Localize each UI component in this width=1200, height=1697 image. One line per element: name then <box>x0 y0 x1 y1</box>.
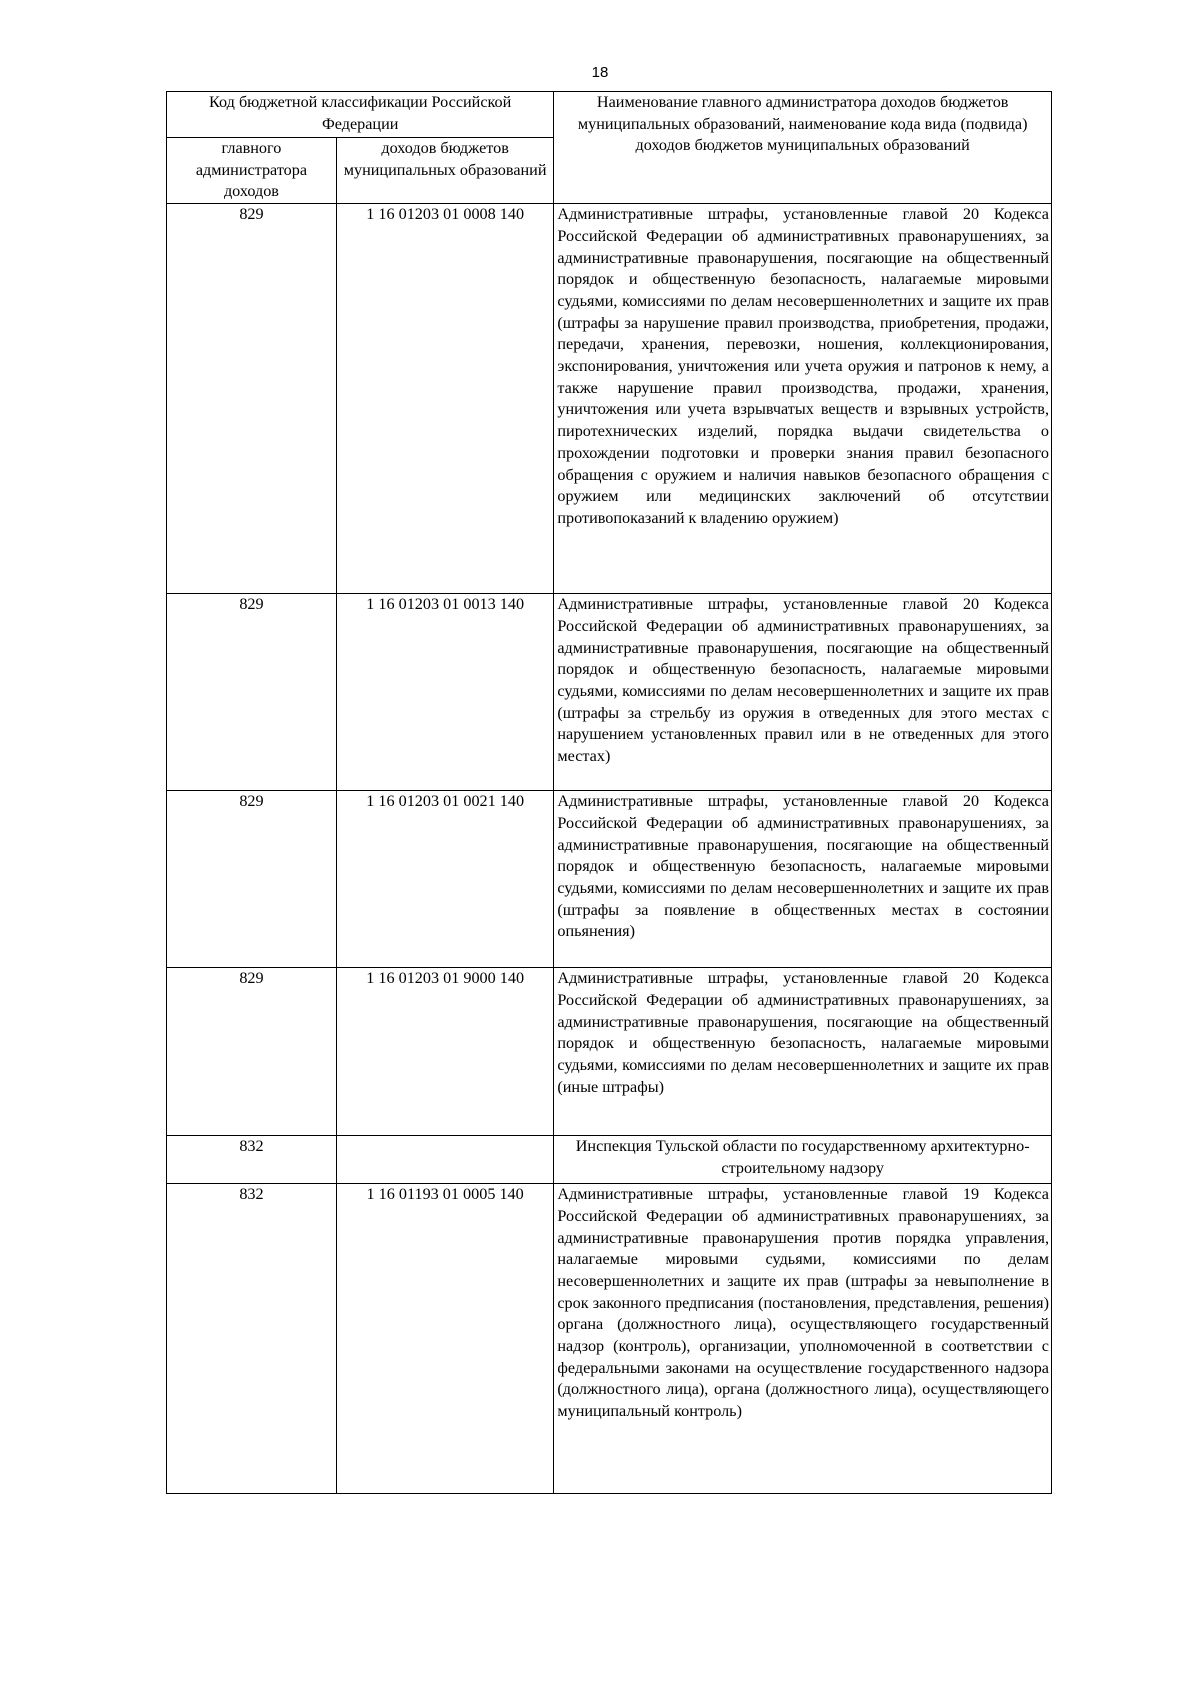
name-header: Наименование главного администратора доходов бюджетов муниципальных образований, наименование кода вида (подвида) доходов бюджетов муниципальных образований <box>554 92 1052 204</box>
income-code-cell <box>336 1136 553 1184</box>
table-row <box>167 1184 1052 1494</box>
description-cell: Административные штрафы, установленные главой 20 Кодекса Российской Федерации об административных правонарушениях, за административные правонарушения, посягающие на общественный порядок и общественную безопасность, налагаемые мировыми судьями, комиссиями по делам несовершеннолетних и защите их прав (штрафы за стрельбу из оружия в отведенных для этого местах с нарушением установленных правил или в не отведенных для этого местах) <box>554 594 1052 791</box>
table-row <box>167 204 1052 594</box>
table-row <box>167 968 1052 1136</box>
income-code-cell: 1 16 01203 01 0013 140 <box>336 594 553 791</box>
income-code-cell: 1 16 01193 01 0005 140 <box>336 1184 553 1494</box>
table-row <box>167 594 1052 791</box>
description-cell: Административные штрафы, установленные главой 19 Кодекса Российской Федерации об административных правонарушениях, за административные правонарушения против порядка управления, налагаемые мировыми судьями, комиссиями по делам несовершеннолетних и защите их прав (штрафы за невыполнение в срок законного предписания (постановления, представления, решения) органа (должностного лица), осуществляющего государственный надзор (контроль), организации, уполномоченной в соответствии с федеральными законами на осуществление государственного надзора (должностного лица), органа (должностного лица), осуществляющего муниципальный контроль) <box>554 1184 1052 1494</box>
admin-code-cell: 832 <box>167 1136 337 1184</box>
description-cell: Административные штрафы, установленные главой 20 Кодекса Российской Федерации об административных правонарушениях, за административные правонарушения, посягающие на общественный порядок и общественную безопасность, налагаемые мировыми судьями, комиссиями по делам несовершеннолетних и защите их прав (иные штрафы) <box>554 968 1052 1136</box>
income-column-header: доходов бюджетов муниципальных образований <box>336 138 553 204</box>
description-cell: Административные штрафы, установленные главой 20 Кодекса Российской Федерации об административных правонарушениях, за административные правонарушения, посягающие на общественный порядок и общественную безопасность, налагаемые мировыми судьями, комиссиями по делам несовершеннолетних и защите их прав (штрафы за появление в общественных местах в состоянии опьянения) <box>554 791 1052 968</box>
admin-code-cell: 829 <box>167 968 337 1136</box>
table-row <box>167 791 1052 968</box>
admin-code-cell: 829 <box>167 204 337 594</box>
administrator-name-cell: Инспекция Тульской области по государственному архитектурно-строительному надзору <box>554 1136 1052 1184</box>
description-cell: Административные штрафы, установленные главой 20 Кодекса Российской Федерации об административных правонарушениях, за административные правонарушения, посягающие на общественный порядок и общественную безопасность, налагаемые мировыми судьями, комиссиями по делам несовершеннолетних и защите их прав (штрафы за нарушение правил производства, приобретения, продажи, передачи, хранения, перевозки, ношения, коллекционирования, экспонирования, уничтожения или учета оружия и патронов к нему, а также нарушение правил производства, продажи, хранения, уничтожения или учета взрывчатых веществ и взрывных устройств, пиротехнических изделий, порядка выдачи свидетельства о прохождении подготовки и проверки знания правил безопасного обращения с оружием и наличия навыков безопасного обращения с оружием или медицинских заключений об отсутствии противопоказаний к владению оружием) <box>554 204 1052 594</box>
admin-code-cell: 829 <box>167 594 337 791</box>
kbk-header: Код бюджетной классификации Российской Федерации <box>167 92 554 138</box>
admin-code-cell: 832 <box>167 1184 337 1494</box>
income-code-cell: 1 16 01203 01 0021 140 <box>336 791 553 968</box>
admin-code-cell: 829 <box>167 791 337 968</box>
page-number: 18 <box>591 64 609 81</box>
table-row-administrator <box>167 1136 1052 1184</box>
table-header-row <box>167 92 1052 138</box>
income-code-cell: 1 16 01203 01 0008 140 <box>336 204 553 594</box>
budget-classification-table <box>166 91 1052 1494</box>
admin-column-header: главного администратора доходов <box>167 138 337 204</box>
income-code-cell: 1 16 01203 01 9000 140 <box>336 968 553 1136</box>
